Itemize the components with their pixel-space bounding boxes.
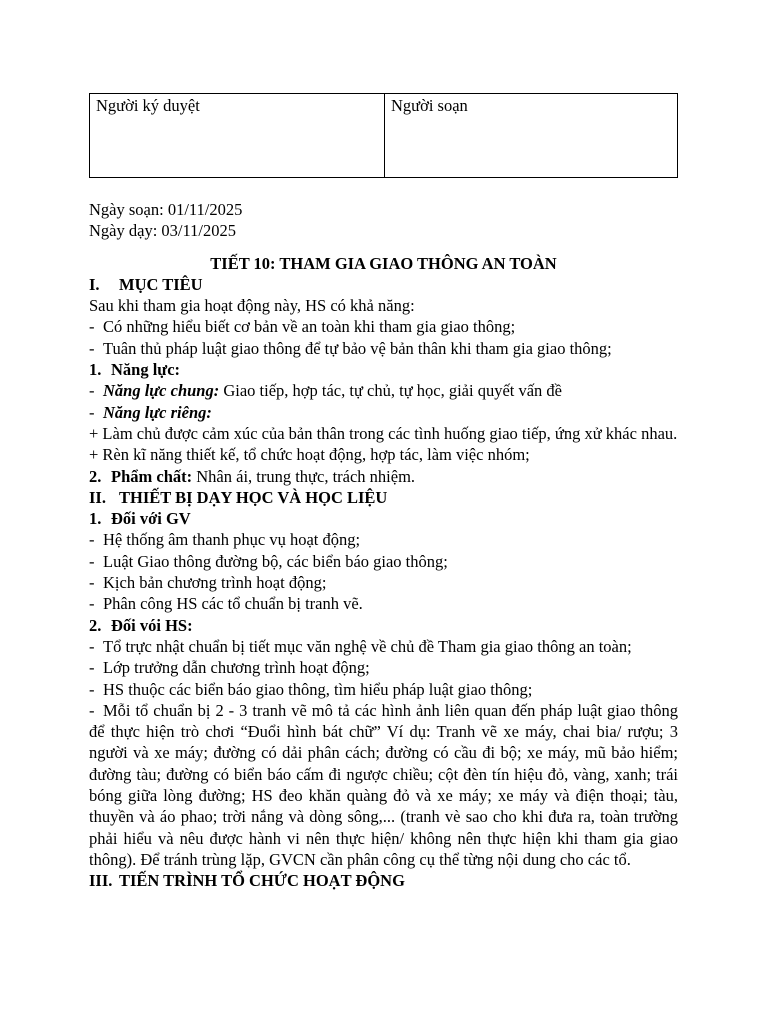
goal-item: - Có những hiểu biết cơ bản về an toàn khi tham gia giao thông; — [89, 317, 516, 337]
student-item: - HS thuộc các biển báo giao thông, tìm hiểu pháp luật giao thông; — [89, 679, 533, 699]
document-body — [89, 199, 678, 892]
specific-competence: - Năng lực riêng: — [89, 402, 212, 422]
student-item: - Tổ trực nhật chuẩn bị tiết mục văn nghệ về chủ đề Tham gia giao thông an toàn; — [89, 636, 632, 656]
teacher-heading: 1. Đối với GV — [89, 509, 191, 529]
teacher-item: - Phân công HS các tổ chuẩn bị tranh vẽ. — [89, 594, 363, 614]
general-competence-label: Năng lực chung: — [103, 381, 220, 401]
general-competence: - Năng lực chung: Giao tiếp, hợp tác, tự chủ, tự học, giải quyết vấn đề — [89, 381, 563, 401]
student-item-long: - Mỗi tổ chuẩn bị 2 - 3 tranh vẽ mô tả các hình ảnh liên quan đến pháp luật giao thông để thực hiện trò chơi “Đuổi hình bát chữ” Ví dụ: Tranh vẽ xe máy, chai bia/ rượu; 3 người và xe máy; đường có dải phân cách; đường có cầu đi bộ; xe máy, mũ bảo hiểm; đường tàu; đường có biển báo cấm đi ngược chiều; cột đèn tín hiệu đỏ, vàng, xanh; trái bóng giữa lòng đường; HS đeo khăn quàng đỏ và xe máy; xe máy và điện thoại; tàu, thuyền và áo phao; trời nắng và dòng sông,... (tranh vè sao cho khi đưa ra, toàn trường phải hiểu và nêu được hành vi nên thực hiện/ không nên thực hiện khi tham gia giao thông). Để tránh trùng lặp, GVCN cần phân công cụ thể từng nội dung cho các tổ. — [89, 700, 678, 869]
teacher-item: - Kịch bản chương trình hoạt động; — [89, 573, 327, 593]
section-2-numeral: II. — [89, 487, 106, 507]
qualities-label: Phẩm chất: — [111, 466, 193, 486]
section-1-numeral: I. — [89, 274, 100, 294]
section-3-heading: III. TIẾN TRÌNH TỔ CHỨC HOẠT ĐỘNG — [89, 871, 405, 891]
student-item: - Lớp trưởng dẫn chương trình hoạt động; — [89, 658, 370, 678]
goal-item: - Tuân thủ pháp luật giao thông để tự bảo vệ bản thân khi tham gia giao thông; — [89, 338, 612, 358]
section-3-numeral: III. — [89, 871, 113, 891]
specific-item: + Làm chủ được cảm xúc của bản thân trong các tình huống giao tiếp, ứng xử khác nhau. — [89, 423, 678, 443]
lesson-title: TIẾT 10: THAM GIA GIAO THÔNG AN TOÀN — [210, 253, 557, 273]
author-cell: Người soạn — [385, 94, 678, 178]
teacher-item: - Hệ thống âm thanh phục vụ hoạt động; — [89, 530, 361, 550]
teacher-item: - Luật Giao thông đường bộ, các biển báo giao thông; — [89, 551, 448, 571]
section-2-heading: II. THIẾT BỊ DẠY HỌC VÀ HỌC LIỆU — [89, 487, 388, 507]
students-heading: 2. Đối vói HS: — [89, 615, 193, 635]
prepared-date: Ngày soạn: 01/11/2025 — [89, 200, 243, 219]
signature-table — [89, 93, 678, 178]
qualities: 2. Phẩm chất: Nhân ái, trung thực, trách nhiệm. — [89, 466, 416, 486]
section-1-heading: I. MỤC TIÊU — [89, 274, 203, 294]
taught-date: Ngày dạy: 03/11/2025 — [89, 221, 236, 241]
competence-heading: 1. Năng lực: — [89, 360, 181, 380]
specific-item: + Rèn kĩ năng thiết kế, tổ chức hoạt động, hợp tác, làm việc nhóm; — [89, 445, 530, 465]
section-1-intro: Sau khi tham gia hoạt động này, HS có khả năng: — [89, 296, 415, 316]
specific-competence-label: Năng lực riêng: — [103, 402, 212, 422]
approver-cell: Người ký duyệt — [90, 94, 385, 178]
